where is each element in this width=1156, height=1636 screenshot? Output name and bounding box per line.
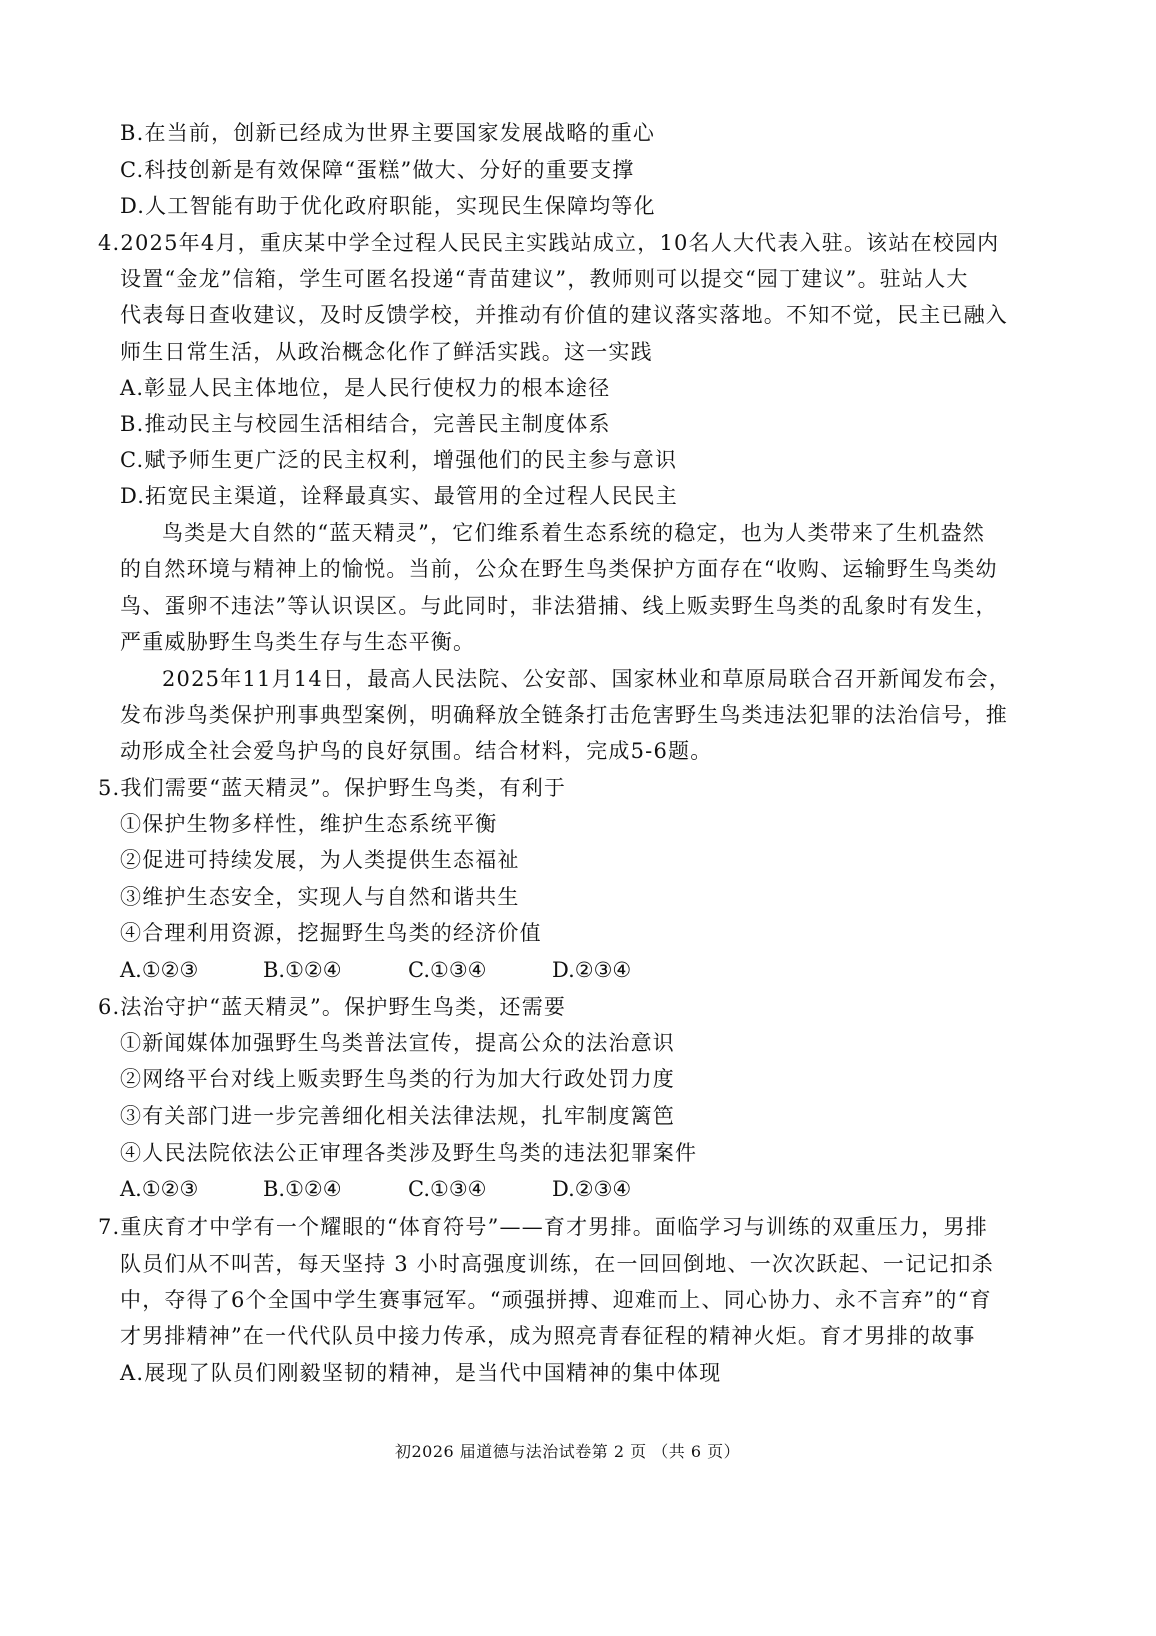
q6-item-3: ③有关部门进一步完善细化相关法律法规，扎牢制度篱笆: [120, 1104, 675, 1128]
q3-option-b: B.在当前，创新已经成为世界主要国家发展战略的重心: [120, 121, 656, 145]
q4-option-d: D.拓宽民主渠道，诠释最真实、最管用的全过程人民民主: [120, 484, 678, 508]
q7-stem-line-4: 才男排精神”在一代代队员中接力传承，成为照亮青春征程的精神火炬。育才男排的故事: [120, 1324, 976, 1348]
material-p1-line-4: 严重威胁野生鸟类生存与生态平衡。: [120, 630, 476, 654]
q4-option-b: B.推动民主与校园生活相结合，完善民主制度体系: [120, 412, 611, 436]
q3-option-d: D.人工智能有助于优化政府职能，实现民生保障均等化: [120, 194, 656, 218]
q5-choice-a: A.①②③: [120, 958, 199, 982]
material-p1-line-1: 鸟类是大自然的“蓝天精灵”，它们维系着生态系统的稳定，也为人类带来了生机盎然: [162, 521, 986, 545]
q5-choice-b: B.①②④: [263, 958, 342, 982]
q6-choice-a: A.①②③: [120, 1177, 199, 1201]
q6-choice-b: B.①②④: [263, 1177, 342, 1201]
q5-stem: 5.我们需要“蓝天精灵”。保护野生鸟类，有利于: [98, 776, 567, 800]
q5-item-4: ④合理利用资源，挖掘野生鸟类的经济价值: [120, 921, 542, 945]
material-p2-line-3: 动形成全社会爱鸟护鸟的良好氛围。结合材料，完成5-6题。: [120, 739, 713, 763]
q4-stem-line-1: 4.2025年4月，重庆某中学全过程人民民主实践站成立，10名人大代表入驻。该站在校园内: [98, 231, 1000, 255]
material-p2-line-2: 发布涉鸟类保护刑事典型案例，明确释放全链条打击危害野生鸟类违法犯罪的法治信号，推: [120, 703, 1008, 727]
q5-choice-c: C.①③④: [408, 958, 487, 982]
q6-choices: [120, 1177, 680, 1201]
q4-stem-line-4: 师生日常生活，从政治概念化作了鲜活实践。这一实践: [120, 340, 653, 364]
q5-choices: [120, 958, 680, 982]
material-p2-line-1: 2025年11月14日，最高人民法院、公安部、国家林业和草原局联合召开新闻发布会，: [162, 667, 1012, 691]
q4-option-c: C.赋予师生更广泛的民主权利，增强他们的民主参与意识: [120, 448, 678, 472]
q7-option-a: A.展现了队员们刚毅坚韧的精神，是当代中国精神的集中体现: [120, 1361, 722, 1385]
q7-stem-line-3: 中，夺得了6个全国中学生赛事冠军。“顽强拼搏、迎难而上、同心协力、永不言弃”的“育: [120, 1288, 992, 1312]
q5-choice-d: D.②③④: [552, 958, 632, 982]
q6-choice-c: C.①③④: [408, 1177, 487, 1201]
page-footer: 初2026 届道德与法治试卷第 2 页 （共 6 页）: [395, 1442, 741, 1461]
q6-item-2: ②网络平台对线上贩卖野生鸟类的行为加大行政处罚力度: [120, 1067, 675, 1091]
q6-item-4: ④人民法院依法公正审理各类涉及野生鸟类的违法犯罪案件: [120, 1141, 698, 1165]
q7-stem-line-1: 7.重庆育才中学有一个耀眼的“体育符号”——育才男排。面临学习与训练的双重压力，男排: [98, 1215, 988, 1239]
q4-stem-line-2: 设置“金龙”信箱，学生可匿名投递“青苗建议”，教师则可以提交“园丁建议”。驻站人大: [120, 267, 969, 291]
q6-choice-d: D.②③④: [552, 1177, 632, 1201]
q5-item-1: ①保护生物多样性，维护生态系统平衡: [120, 812, 498, 836]
q6-item-1: ①新闻媒体加强野生鸟类普法宣传，提高公众的法治意识: [120, 1031, 675, 1055]
q4-stem-line-3: 代表每日查收建议，及时反馈学校，并推动有价值的建议落实落地。不知不觉，民主已融入: [120, 303, 1008, 327]
q3-option-c: C.科技创新是有效保障“蛋糕”做大、分好的重要支撑: [120, 158, 635, 182]
q6-stem: 6.法治守护“蓝天精灵”。保护野生鸟类，还需要: [98, 995, 567, 1019]
material-p1-line-2: 的自然环境与精神上的愉悦。当前，公众在野生鸟类保护方面存在“收购、运输野生鸟类幼: [120, 557, 998, 581]
material-p1-line-3: 鸟、蛋卵不违法”等认识误区。与此同时，非法猎捕、线上贩卖野生鸟类的乱象时有发生，: [120, 594, 998, 618]
q5-item-2: ②促进可持续发展，为人类提供生态福祉: [120, 848, 520, 872]
q7-stem-line-2: 队员们从不叫苦，每天坚持 3 小时高强度训练，在一回回倒地、一次次跃起、一记记扣杀: [120, 1252, 994, 1276]
q5-item-3: ③维护生态安全，实现人与自然和谐共生: [120, 885, 520, 909]
q4-option-a: A.彰显人民主体地位，是人民行使权力的根本途径: [120, 376, 611, 400]
